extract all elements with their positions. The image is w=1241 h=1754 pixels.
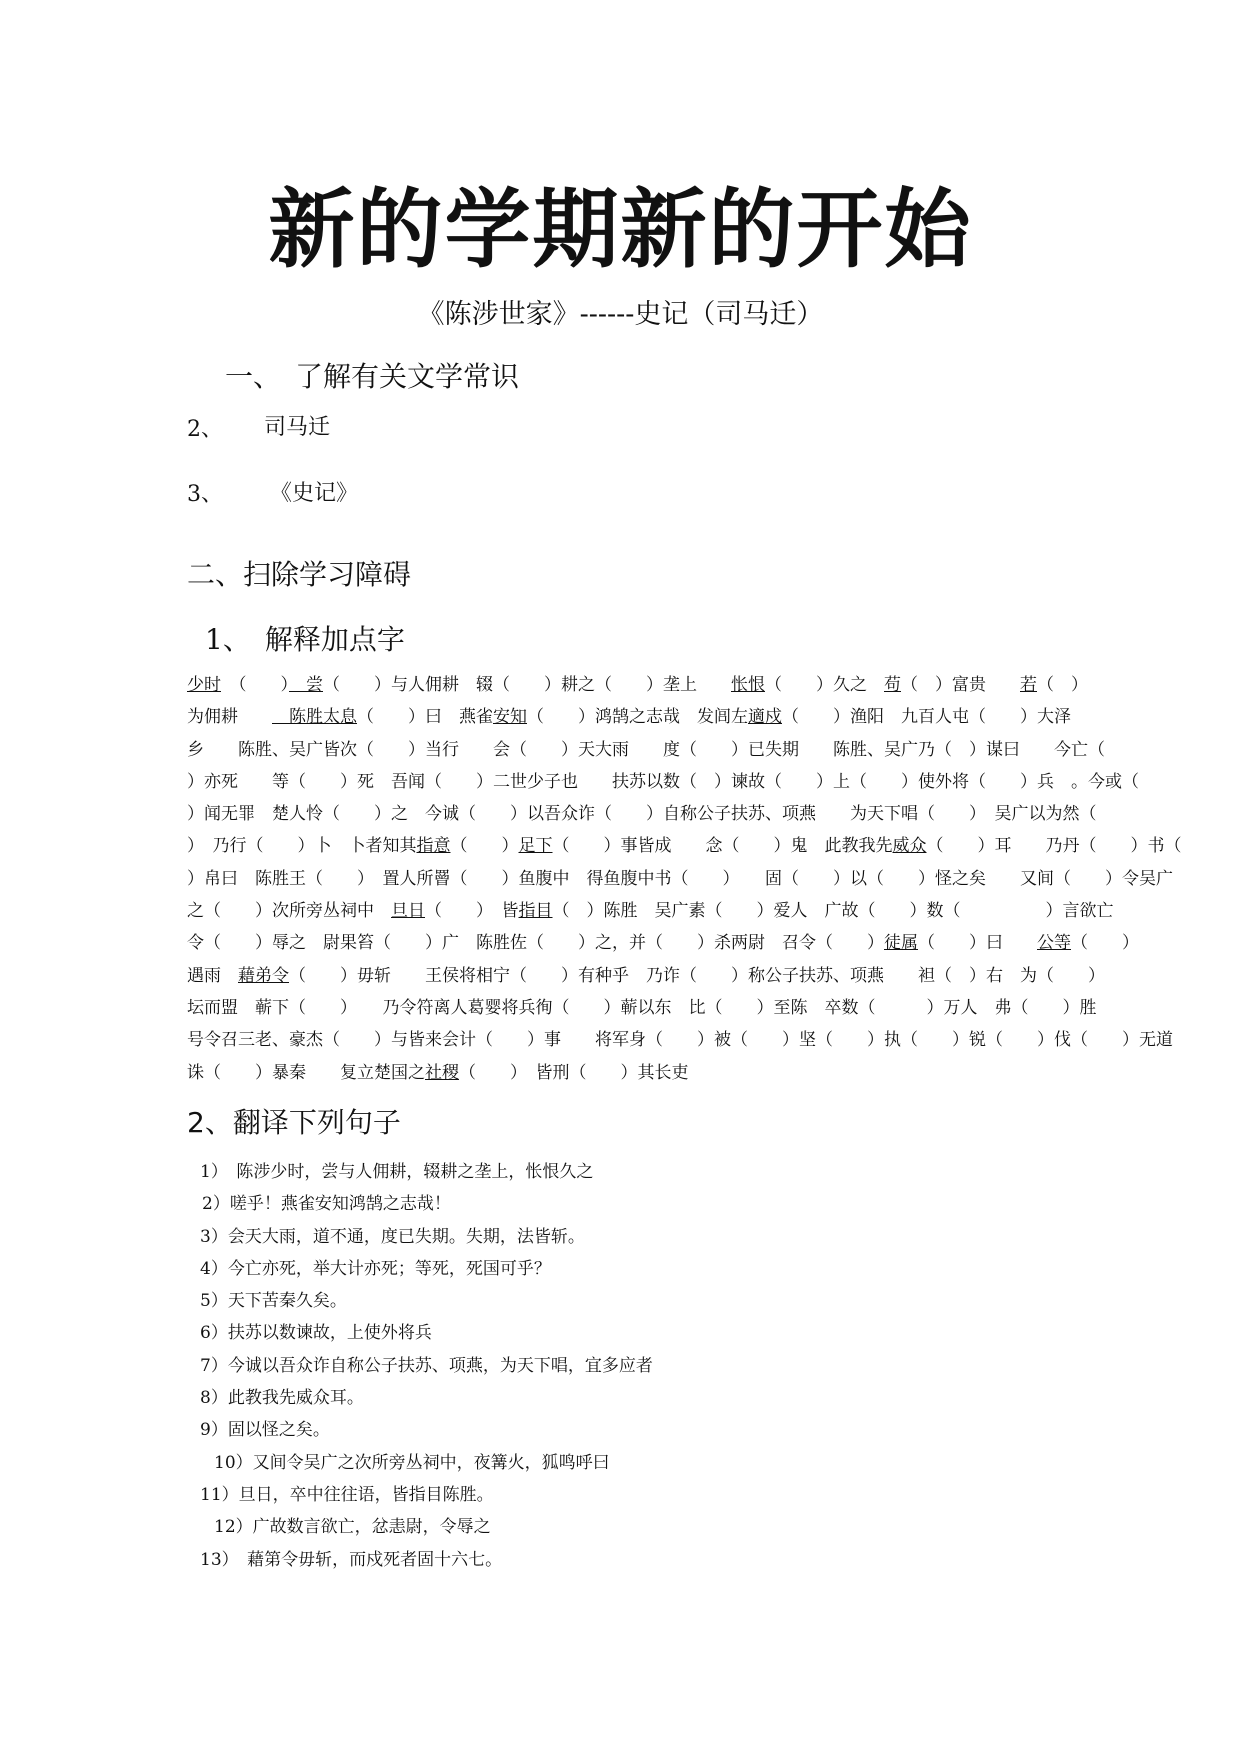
- vocab-text: 号令召三老、豪杰（ ）与皆来会计（ ）事 将军身（ ）被（ ）坚（ ）执（ ）锐（ ）伐（ ）无道: [187, 1030, 1173, 1051]
- dotted-word: 社稷: [425, 1062, 459, 1083]
- page-subtitle: 《陈涉世家》------史记（司马迁）: [417, 299, 824, 330]
- vocab-text: 遇雨: [187, 965, 238, 986]
- dotted-word: 徒属: [884, 933, 918, 954]
- vocab-text: （ ） 皆: [425, 901, 519, 922]
- vocab-text: （ ）事皆成 念（ ）鬼 此教我先: [552, 836, 893, 857]
- vocab-text: （ ）耳 乃丹（ ）书（: [926, 836, 1182, 857]
- vocab-line: [187, 798, 1097, 830]
- translation-sentence: 2）嗟乎！燕雀安知鸿鹄之志哉！: [202, 1194, 451, 1215]
- translation-list: [200, 1156, 653, 1576]
- vocab-line: [187, 701, 1097, 733]
- vocab-text: 为佣耕: [187, 707, 272, 728]
- vocab-line: [187, 734, 1105, 766]
- translation-sentence: 4）今亡亦死，举大计亦死；等死，死国可乎？: [200, 1258, 551, 1279]
- translation-sentence: 5）天下苦秦久矣。: [200, 1291, 347, 1312]
- vocab-text: （ ）曰: [918, 933, 1037, 954]
- dotted-word: 尝: [289, 675, 323, 695]
- translation-sentence: 8）此教我先威众耳。: [200, 1388, 364, 1409]
- vocab-line: [187, 669, 1097, 701]
- vocab-text: ）闻无罪 楚人怜（ ）之 今诚（ ）以吾众诈（ ）自称公子扶苏、项燕 为天下唱（ ） 吴广以为然（: [187, 804, 1097, 825]
- vocab-text: （ ）: [450, 836, 519, 857]
- vocab-text: ）帛曰 陈胜王（ ） 置人所罾（ ）鱼腹中 得鱼腹中书（ ） 固（ ）以（ ）怪之矣 又间（ ）令吴广: [187, 868, 1173, 889]
- dotted-word: 適戍: [748, 707, 782, 728]
- vocab-line: [187, 1024, 1173, 1056]
- vocab-text: ）亦死 等（ ）死 吾闻（ ）二世少子也 扶苏以数（ ）谏故（ ）上（ ）使外将（ ）兵 。今或（: [187, 771, 1139, 792]
- dotted-word: 足下: [518, 836, 553, 857]
- vocab-text: ） 乃行（ ）卜 卜者知其: [187, 836, 417, 857]
- vocab-text: 乡 陈胜、吴广皆次（ ）当行 会（ ）天大雨 度（ ）已失期 陈胜、吴广乃（ ）谋曰 今亡（: [187, 739, 1105, 760]
- translation-sentence: 9）固以怪之矣。: [200, 1420, 330, 1441]
- vocab-line: [187, 830, 1182, 862]
- vocab-text: （ ）鸿鹄之志哉 发闾左: [527, 707, 748, 728]
- vocab-text: 之（ ）次所旁丛祠中: [187, 901, 391, 922]
- vocab-text: （ ）渔阳 九百人屯（ ）大泽: [782, 707, 1071, 728]
- item-number: 2、: [187, 417, 223, 442]
- vocab-text: （ ）久之: [765, 675, 884, 695]
- vocab-line: [187, 766, 1139, 798]
- translation-sentence: 13） 藉第令毋斩，而戍死者固十六七。: [200, 1549, 503, 1570]
- vocab-text: （ ）与人佣耕 辍（ ）耕之（ ）垄上: [323, 675, 731, 695]
- dotted-word: 陈胜太息: [272, 707, 357, 728]
- dotted-word: 少时: [187, 675, 221, 695]
- vocab-exercise: [187, 669, 1182, 1089]
- dotted-word: 怅恨: [731, 675, 765, 695]
- vocab-text: （ ）曰 燕雀: [357, 707, 493, 728]
- vocab-text: （ ）陈胜 吴广素（ ）爱人 广故（ ）数（ ）言欲亡: [552, 901, 1114, 922]
- item-text: 司马迁: [264, 415, 331, 440]
- translation-sentence: 7）今诚以吾众诈自称公子扶苏、项燕，为天下唱，宜多应者: [200, 1355, 653, 1376]
- vocab-text: （ ）富贵: [901, 675, 1020, 695]
- translation-sentence: 10）又间令吴广之次所旁丛祠中，夜篝火，狐鸣呼曰: [214, 1452, 610, 1473]
- vocab-line: [187, 863, 1173, 895]
- translation-sentence: 6）扶苏以数谏故，上使外将兵: [200, 1323, 432, 1344]
- vocab-line: [187, 992, 1097, 1024]
- dotted-word: 旦日: [391, 901, 425, 922]
- translation-sentence: 11）旦日，卒中往往语，皆指目陈胜。: [200, 1484, 494, 1505]
- translation-sentence: 3）会天大雨，道不通，度已失期。失期，法皆斩。: [200, 1226, 585, 1247]
- dotted-word: 威众: [892, 836, 927, 857]
- dotted-word: 安知: [493, 707, 527, 728]
- vocab-text: （ ）毋斩 王侯将相宁（ ）有种乎 乃诈（ ）称公子扶苏、项燕 袒（ ）右 为（ ）: [289, 965, 1105, 986]
- vocab-text: （ ） 皆刑（ ）其长吏: [459, 1062, 689, 1083]
- vocab-text: （ ）: [221, 675, 289, 695]
- vocab-line: [187, 927, 1139, 959]
- subsection-heading-translate: 2、翻译下列句子: [187, 1106, 401, 1139]
- vocab-text: （ ）: [1071, 933, 1139, 954]
- dotted-word: 指意: [416, 836, 451, 857]
- section-2-heading: 二、扫除学习障碍: [187, 558, 412, 591]
- dotted-word: 苟: [884, 675, 901, 695]
- translation-sentence: 1） 陈涉少时，尝与人佣耕，辍耕之垄上，怅恨久之: [200, 1162, 594, 1182]
- vocab-text: 令（ ）辱之 尉果笞（ ）广 陈胜佐（ ）之，并（ ）杀两尉 召令（ ）: [187, 933, 884, 954]
- vocab-text: （ ）: [1037, 675, 1088, 695]
- dotted-word: 若: [1020, 675, 1037, 695]
- vocab-text: 诛（ ）暴秦 复立楚国之: [187, 1062, 425, 1083]
- item-text: 《史记》: [270, 481, 359, 506]
- section-1-heading: 一、 了解有关文学常识: [225, 360, 520, 393]
- dotted-word: 公等: [1037, 933, 1071, 954]
- vocab-line: [187, 960, 1105, 992]
- vocab-text: 坛而盟 蕲下（ ） 乃令符离人葛婴将兵徇（ ）蕲以东 比（ ）至陈 卒数（ ）万人 弗（ ）胜: [187, 997, 1097, 1018]
- vocab-line: [187, 1057, 1097, 1089]
- dotted-word: 指目: [518, 901, 553, 922]
- item-number: 3、: [187, 482, 223, 507]
- translation-sentence: 12）广故数言欲亡，忿恚尉，令辱之: [214, 1517, 491, 1538]
- page-title: 新的学期新的开始: [268, 179, 973, 280]
- dotted-word: 藉弟令: [238, 965, 289, 986]
- vocab-line: [187, 895, 1114, 927]
- subsection-heading-explain: 1、 解释加点字: [205, 623, 405, 656]
